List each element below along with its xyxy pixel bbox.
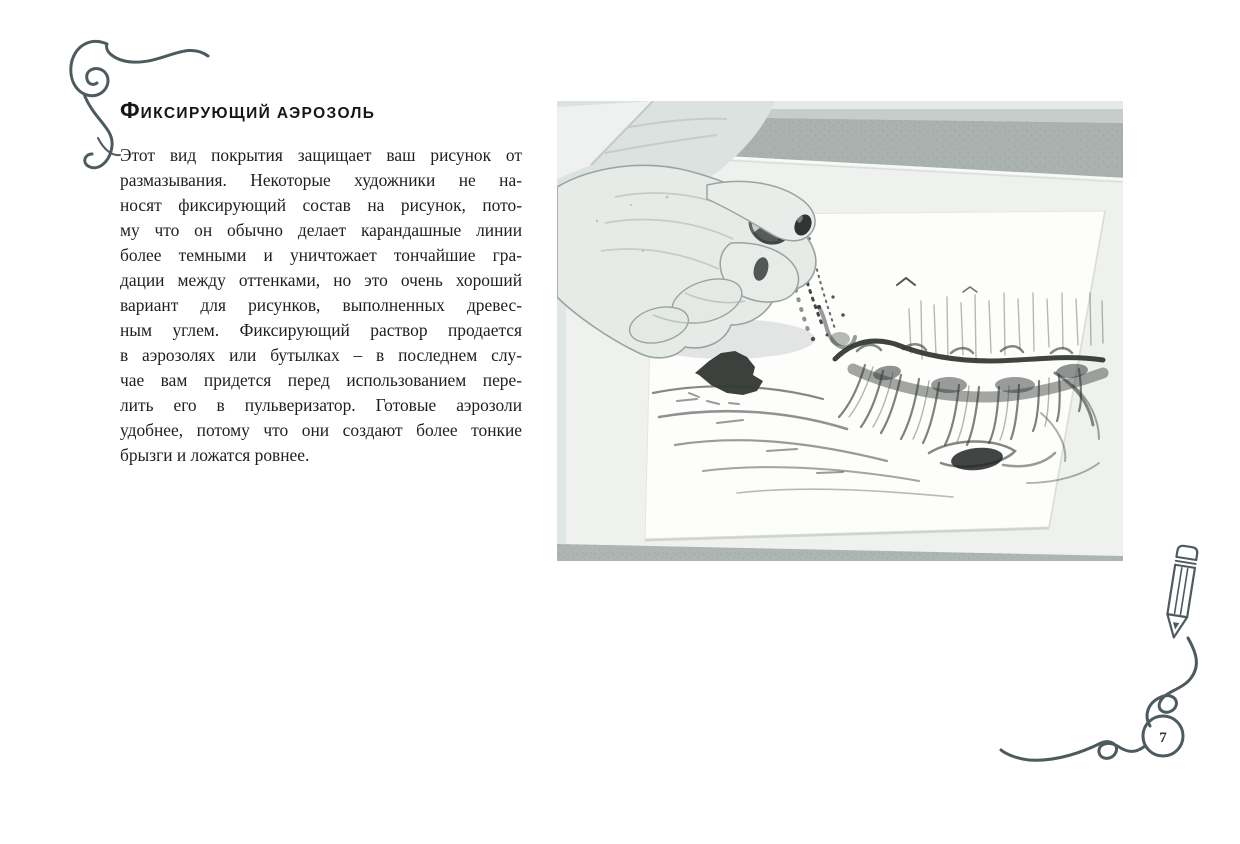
paragraph-line: му что он обычно делает карандашные линии — [120, 220, 522, 240]
pencil-icon — [1164, 545, 1198, 639]
paragraph-line: Этот вид покрытия защищает ваш рисунок от — [120, 145, 522, 165]
pencil-squiggle-ornament — [995, 540, 1240, 775]
paragraph-line: дации между оттенками, но это очень хороший — [120, 270, 522, 290]
paragraph-line: носят фиксирующий состав на рисунок, пото- — [120, 195, 522, 215]
fixative-photo — [557, 101, 1123, 561]
page-number: 7 — [1159, 730, 1167, 746]
paragraph-line: лить его в пульверизатор. Готовые аэрозоли — [120, 395, 522, 415]
body-paragraph — [120, 143, 522, 468]
paragraph-line: брызги и ложатся ровнее. — [120, 445, 310, 465]
paragraph-line: удобнее, потому что они создают более тонкие — [120, 420, 522, 440]
section-title: ФИКСИРУЮЩИЙ АЭРОЗОЛЬ — [120, 97, 376, 123]
fixative-photo-image — [557, 101, 1123, 561]
paragraph-line: вариант для рисунков, выполненных древес- — [120, 295, 522, 315]
paragraph-line: ным углем. Фиксирующий раствор продается — [120, 320, 522, 340]
paragraph-line: чае вам придется перед использованием пере- — [120, 370, 522, 390]
paragraph-line: более темными и уничтожает тончайшие гра- — [120, 245, 522, 265]
paragraph-line: размазывания. Некоторые художники не на- — [120, 170, 522, 190]
paragraph-line: в аэрозолях или бутылках – в последнем слу- — [120, 345, 522, 365]
